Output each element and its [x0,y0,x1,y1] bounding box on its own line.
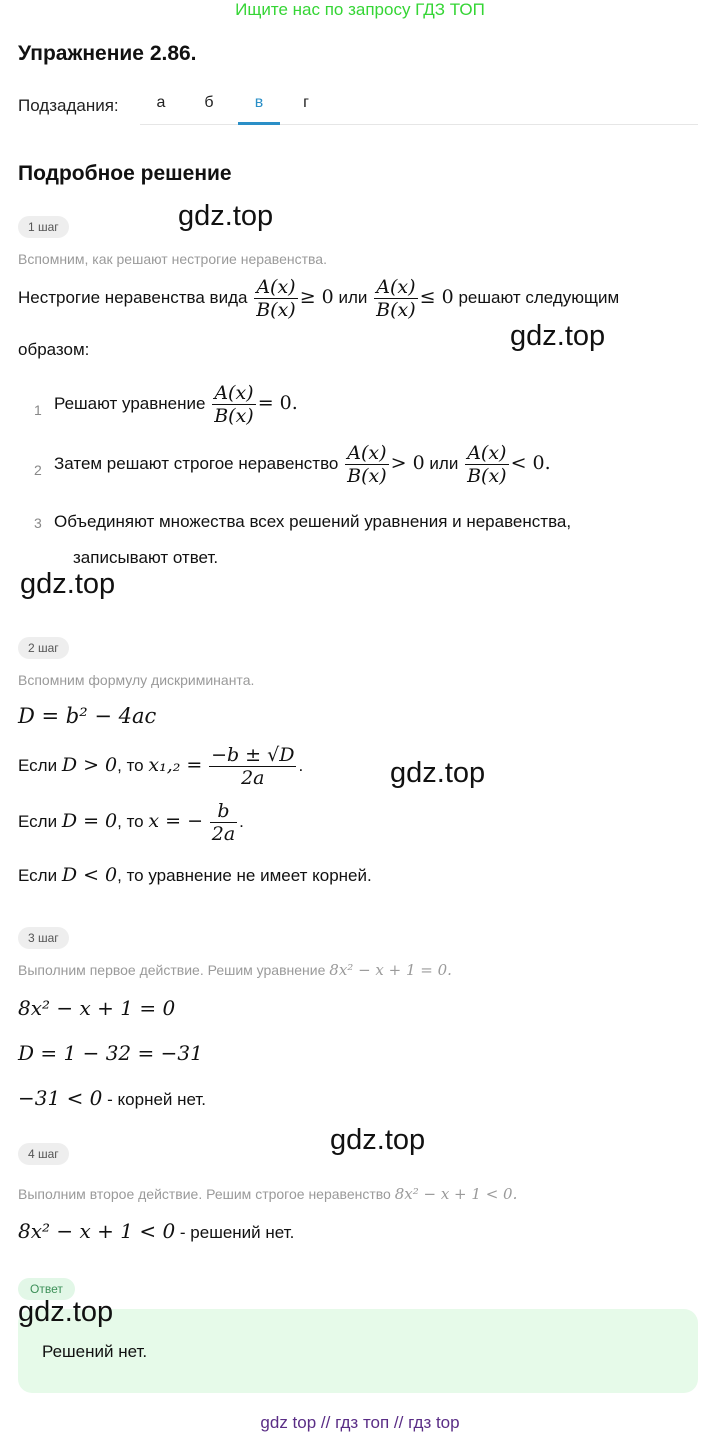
list-item: Решают уравнение $\frac{A(x)}{B(x)}$ = 0. [54,382,298,427]
subtasks-label: Подзадания: [18,96,119,115]
discriminant-value: D = 1 − 32 = −31 [18,1041,203,1065]
active-tab-indicator [238,122,280,125]
tab-a[interactable]: а [156,94,166,111]
section-title: Подробное решение [18,162,232,185]
ge-zero: ≥ 0 [299,285,334,308]
footer-links[interactable]: gdz top // гдз топ // гдз top [260,1413,460,1432]
case-positive: Если D > 0, то x₁,₂ = $\frac{-b \pm √D}{2a}$ . [18,744,304,789]
step-hint: Выполним первое действие. Решим уравнение 8x² − x + 1 = 0. [18,961,452,979]
list-item-cont: записывают ответ. [73,548,219,567]
answer-badge: Ответ [18,1278,75,1300]
intro-text: Нестрогие неравенства вида [18,287,248,307]
watermark: gdz.top [18,1296,114,1328]
tabs-divider [140,124,698,125]
watermark: gdz.top [178,200,274,232]
list-item: Затем решают строгое неравенство $\frac{A(x)}{B(x)}$ > 0 или $\frac{A(x)}{B(x)}$ < 0. [54,442,551,487]
watermark: gdz.top [330,1124,426,1156]
list-number: 2 [34,462,42,478]
fraction: $\frac{-b \pm √D}{2a}$ [211,744,295,789]
no-solutions: 8x² − x + 1 < 0 - решений нет. [18,1219,295,1243]
intro-cont: образом: [18,340,90,359]
tab-g[interactable]: г [303,94,309,111]
step1-intro [18,276,619,321]
watermark: gdz.top [20,568,116,600]
equation: 8x² − x + 1 = 0 [18,996,176,1020]
tab-v[interactable]: в [254,94,264,111]
le-zero: ≤ 0 [419,285,454,308]
no-roots: −31 < 0 - корней нет. [18,1086,207,1110]
fraction: $\frac{A(x)}{B(x)}$ [376,276,416,321]
top-banner[interactable]: Ищите нас по запросу ГДЗ ТОП [235,0,485,19]
list-number: 1 [34,402,42,418]
watermark: gdz.top [510,320,606,352]
fraction: $\frac{b}{2a}$ [211,800,236,845]
case-zero: Если D = 0, то x = − $\frac{b}{2a}$ . [18,800,244,845]
step-badge: 1 шаг [18,216,69,238]
step-badge: 3 шаг [18,927,69,949]
watermark: gdz.top [390,757,486,789]
step-badge: 2 шаг [18,637,69,659]
list-number: 3 [34,515,42,531]
page-title: Упражнение 2.86. [18,42,197,65]
intro-tail: решают следующим [458,287,620,307]
step-hint: Вспомним формулу дискриминанта. [18,672,255,688]
tab-b[interactable]: б [204,94,214,111]
or-text: или [338,287,368,307]
fraction: $\frac{A(x)}{B(x)}$ [347,442,387,487]
fraction: $\frac{A(x)}{B(x)}$ [467,442,507,487]
step-hint: Выполним второе действие. Решим строгое неравенство 8x² − x + 1 < 0. [18,1185,518,1203]
fraction: $\frac{A(x)}{B(x)}$ [214,382,254,427]
list-item: Объединяют множества всех решений уравнения и неравенства, [54,512,572,531]
fraction: $\frac{A(x)}{B(x)}$ [256,276,296,321]
step-hint: Вспомним, как решают нестрогие неравенства. [18,251,327,267]
case-negative: Если D < 0, то уравнение не имеет корней. [18,864,372,886]
step-badge: 4 шаг [18,1143,69,1165]
discriminant-formula: D = b² − 4ac [18,704,157,728]
answer-text: Решений нет. [42,1342,148,1361]
